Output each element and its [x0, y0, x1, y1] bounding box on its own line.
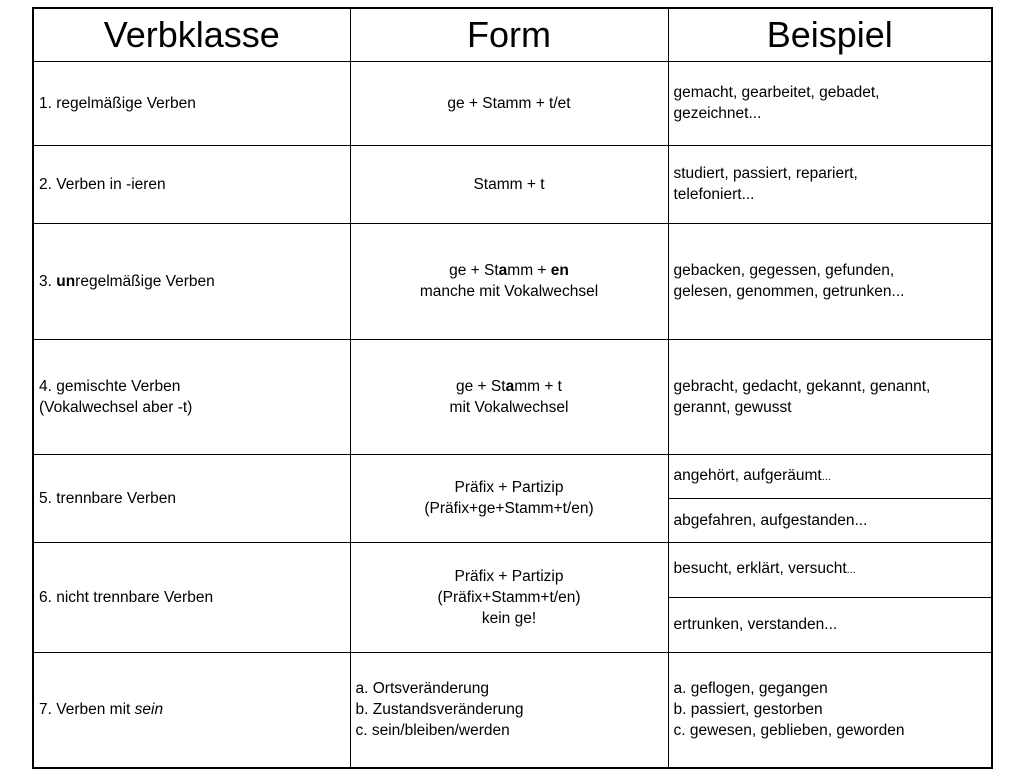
beispiel-text: angehört, aufgeräumt — [673, 466, 822, 484]
form-cell: ge + Stamm + t/et — [350, 61, 668, 145]
beispiel-line: a. geflogen, gegangen — [673, 680, 828, 698]
beispiel-line: telefoniert... — [673, 186, 755, 203]
form-text: ge + St — [456, 377, 506, 395]
verb-class-table — [32, 7, 993, 769]
beispiel-cell — [668, 145, 992, 223]
beispiel-cell — [668, 339, 992, 454]
table-row — [33, 454, 992, 498]
form-line: Präfix + Partizip — [454, 479, 564, 496]
klasse-cell: 2. Verben in -ieren — [33, 145, 350, 223]
klasse-line: (Vokalwechsel aber -t) — [39, 398, 193, 416]
beispiel-line: gezeichnet... — [673, 105, 762, 122]
klasse-text: 3. — [39, 272, 57, 290]
klasse-cell: 5. trennbare Verben — [33, 454, 350, 542]
klasse-cell — [33, 339, 350, 454]
klasse-cell: 1. regelmäßige Verben — [33, 61, 350, 145]
klasse-cell: 6. nicht trennbare Verben — [33, 542, 350, 652]
header-form: Form — [350, 8, 668, 61]
beispiel-cell — [668, 223, 992, 339]
table-row — [33, 145, 992, 223]
form-text: mm + — [507, 262, 551, 279]
form-line: kein ge! — [481, 609, 537, 627]
header-verbklasse: Verbklasse — [33, 8, 350, 61]
header-beispiel: Beispiel — [668, 8, 992, 61]
form-line: b. Zustandsveränderung — [355, 701, 524, 719]
form-cell — [350, 542, 668, 652]
form-line: manche mit Vokalwechsel — [419, 283, 599, 300]
form-line: (Präfix+ge+Stamm+t/en) — [424, 500, 594, 517]
table-row — [33, 223, 992, 339]
form-text: mm + t — [514, 377, 562, 395]
header-row — [33, 8, 992, 61]
table-row — [33, 542, 992, 597]
klasse-text: 7. Verben mit — [39, 701, 135, 719]
form-cell — [350, 223, 668, 339]
beispiel-line: gebacken, gegessen, gefunden, — [673, 262, 895, 279]
form-cell — [350, 652, 668, 768]
form-emphasis: en — [550, 262, 569, 279]
beispiel-line: gelesen, genommen, getrunken... — [673, 283, 905, 300]
beispiel-cell: abgefahren, aufgestanden... — [668, 498, 992, 542]
beispiel-line: gemacht, gearbeitet, gebadet, — [673, 84, 880, 101]
beispiel-line: studiert, passiert, repariert, — [673, 165, 858, 182]
beispiel-ellipsis: ... — [821, 470, 831, 483]
beispiel-cell — [668, 454, 992, 498]
klasse-emphasis: un — [56, 272, 76, 290]
form-line: Präfix + Partizip — [454, 567, 564, 585]
beispiel-line: gerannt, gewusst — [673, 398, 792, 416]
table-row — [33, 652, 992, 768]
beispiel-ellipsis: ... — [846, 564, 856, 576]
form-line — [356, 376, 663, 397]
form-cell: Stamm + t — [350, 145, 668, 223]
klasse-cell — [33, 652, 350, 768]
klasse-cell — [33, 223, 350, 339]
form-text: ge + St — [449, 262, 499, 279]
table-row — [33, 61, 992, 145]
beispiel-line: gebracht, gedacht, gekannt, genannt, — [673, 377, 931, 395]
form-line: mit Vokalwechsel — [449, 398, 569, 416]
beispiel-text: besucht, erklärt, versucht — [673, 560, 847, 577]
form-line: (Präfix+Stamm+t/en) — [437, 588, 581, 606]
beispiel-cell: ertrunken, verstanden... — [668, 597, 992, 652]
beispiel-cell — [668, 542, 992, 597]
beispiel-line: c. gewesen, geblieben, geworden — [673, 722, 905, 740]
form-line: c. sein/bleiben/werden — [355, 722, 510, 740]
beispiel-line: b. passiert, gestorben — [673, 701, 823, 719]
form-line — [356, 260, 663, 281]
klasse-line: 4. gemischte Verben — [39, 377, 181, 395]
form-emphasis: a — [498, 262, 508, 279]
beispiel-cell — [668, 61, 992, 145]
form-emphasis: a — [505, 377, 515, 395]
table-row — [33, 339, 992, 454]
beispiel-cell — [668, 652, 992, 768]
form-cell — [350, 339, 668, 454]
form-line: a. Ortsveränderung — [355, 680, 490, 698]
form-cell — [350, 454, 668, 542]
klasse-text: regelmäßige Verben — [75, 272, 215, 290]
klasse-italic: sein — [134, 701, 164, 719]
